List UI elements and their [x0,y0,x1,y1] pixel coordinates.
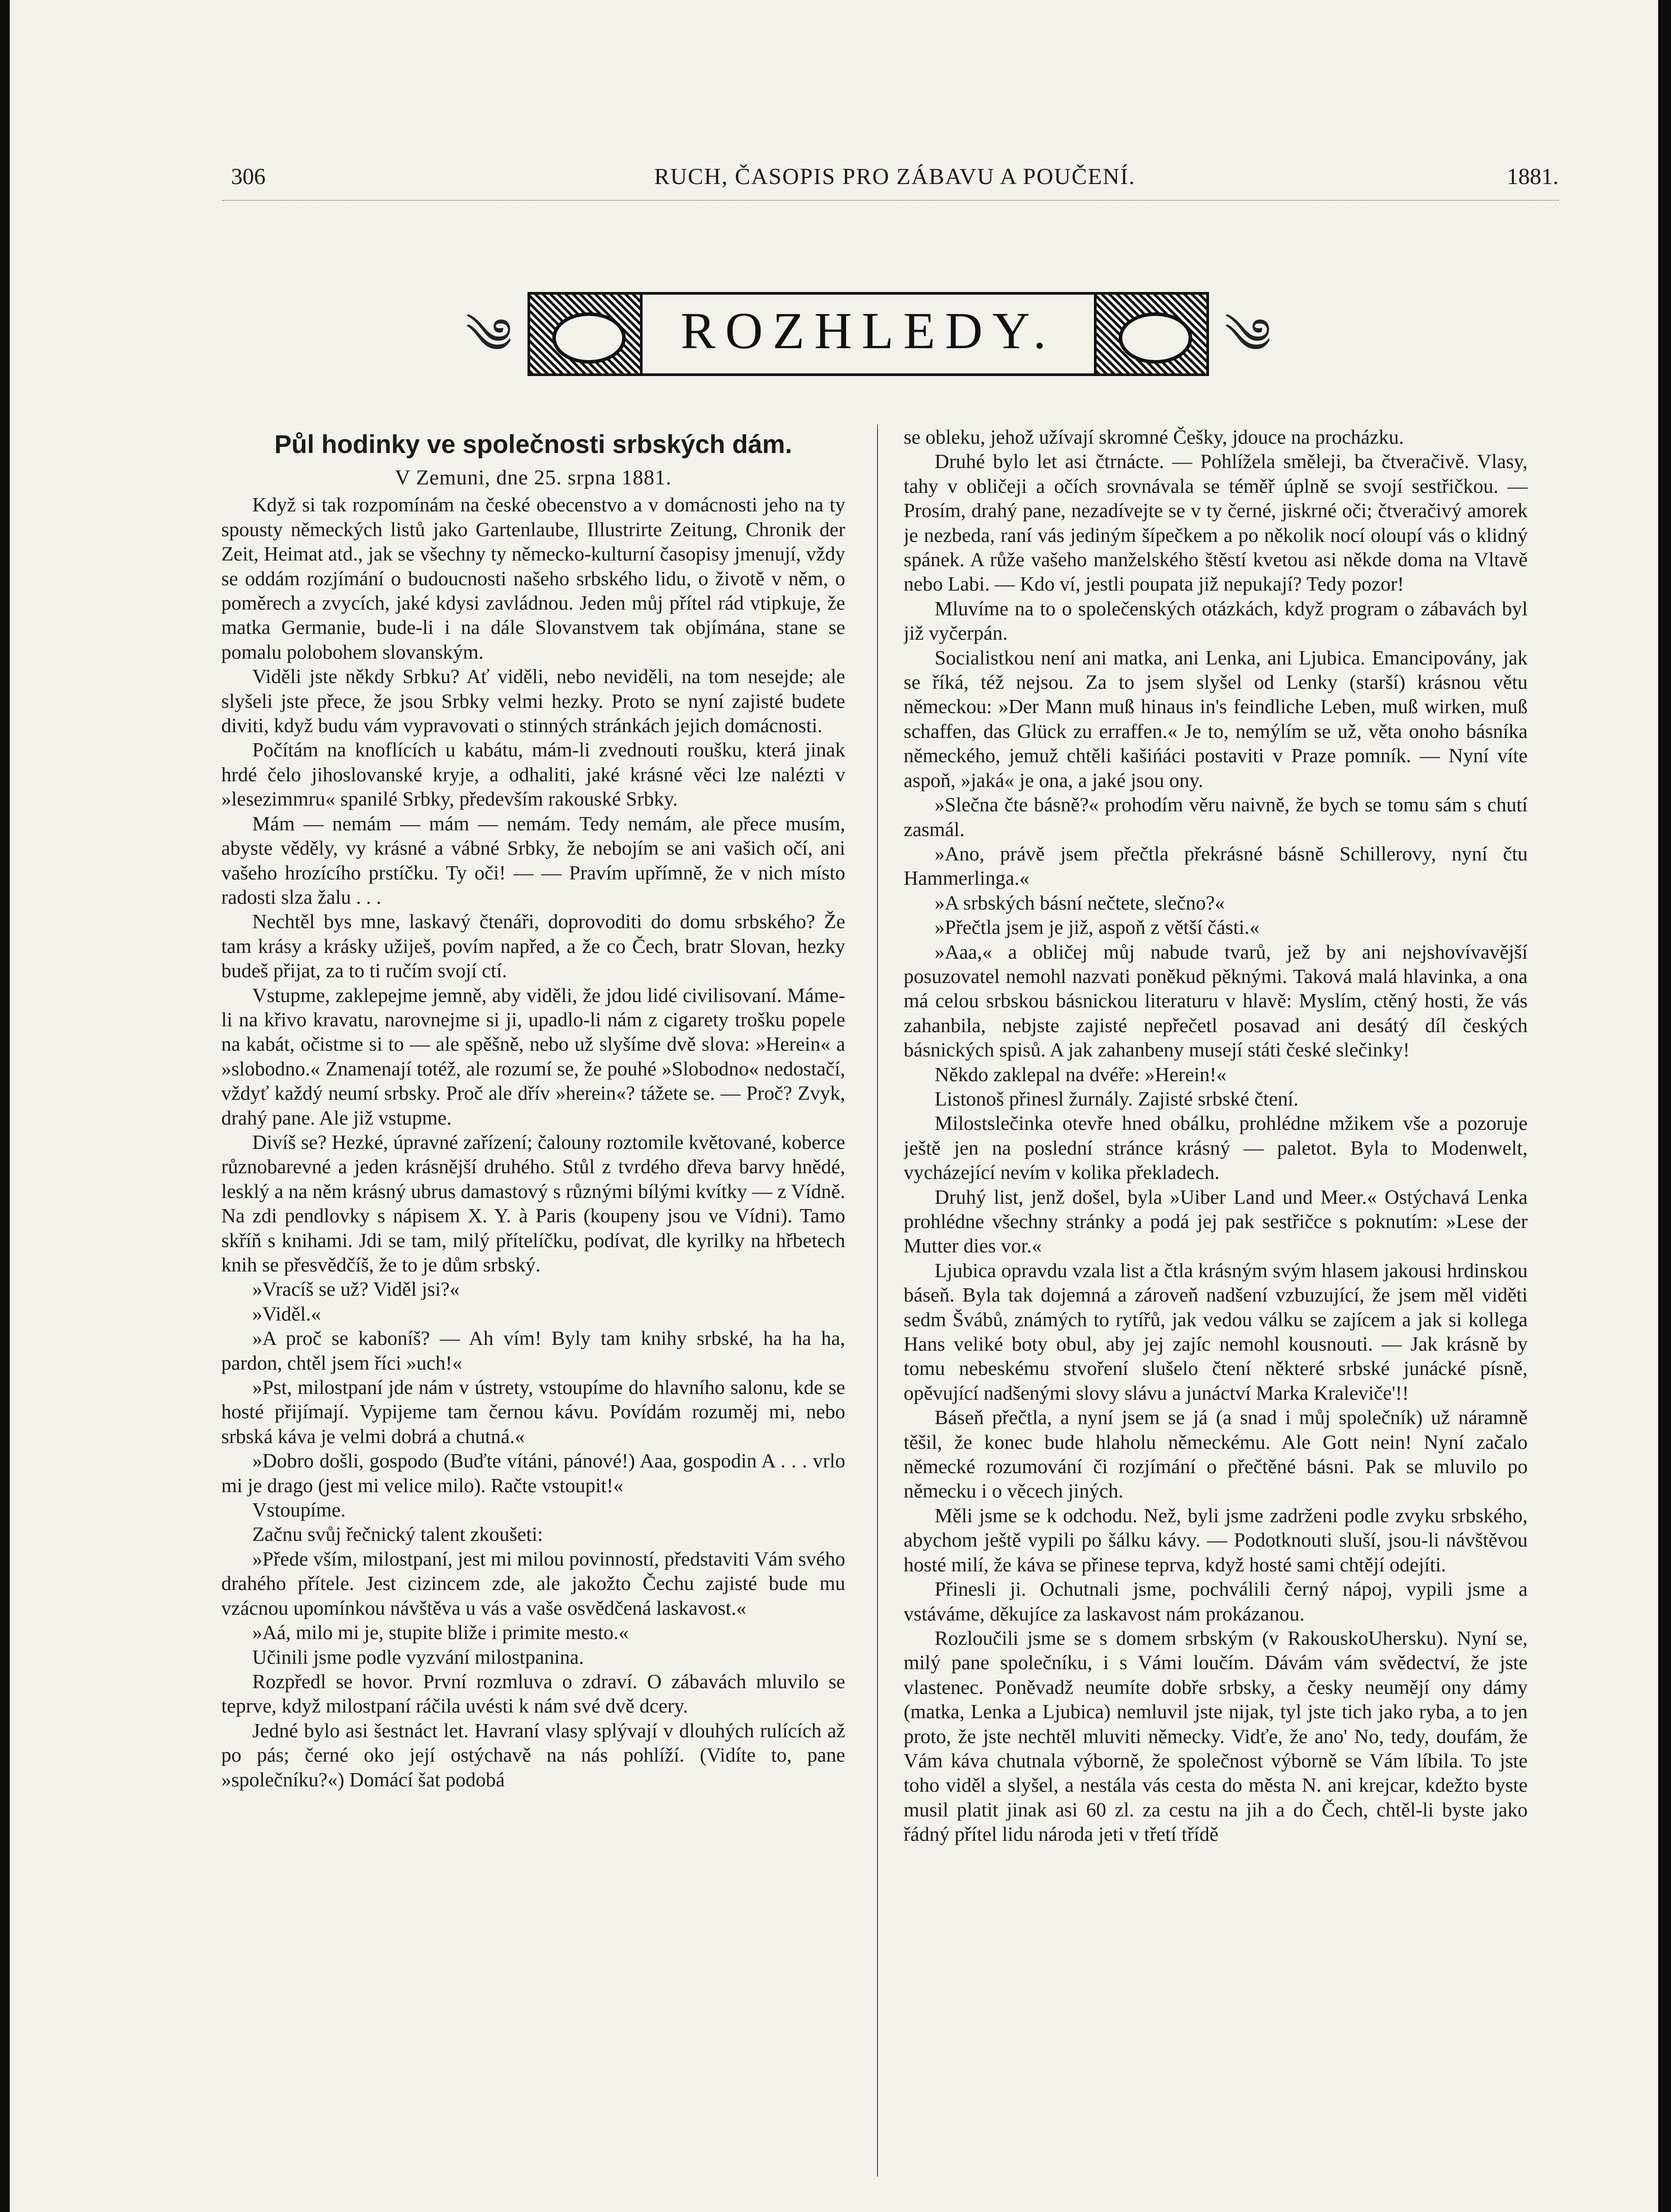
paragraph: Báseň přečtla, a nyní jsem se já (a snad i můj společník) už náramně těšil, že konec bude hlaholu německému. Ale Gott nein! Nyní začalo německé rozumování či rozjímání o přečtěné básni. Pak se mluvilo po německu i o věcech jiných. [904,1406,1528,1502]
paragraph: »Viděl.« [252,1302,321,1325]
paragraph: Druhý list, jenž došel, byla »Uiber Land und Meer.« Ostýchavá Lenka prohlédne všechny stránky a podá jej pak sestřičce s poknutím: »Lese der Mutter dies vor.« [904,1185,1528,1257]
article-title: Půl hodinky ve společnosti srbských dám. [274,430,793,459]
paragraph: Druhé bylo let asi čtrnácte. — Pohlížela směleji, ba čtveračivě. Vlasy, tahy v obličeji a očích srovnávala se téměř úplně se svojí sestřičkou. — Prosím, drahý pane, nezadívejte se v ty černé, jiskrné oči; čtveračivý amorek je nezbeda, raní vás jediným šípečkem a po několik nocí oloupí vás o klidný spánek. A růže vašeho manželského štěstí kvetou asi někde doma na Vltavě nebo Labi. — Kdo ví, jestli poupata již nepukají? Tedy pozor! [904,450,1528,595]
paragraph: »A srbských básní nečtete, slečno?« [935,891,1225,914]
paragraph: se obleku, jehož užívají skromné Češky, jdouce na procházku. [904,426,1404,448]
right-swirl-ornament-icon: ༄ [1224,308,1271,365]
paragraph: »A proč se kaboníš? — Ah vím! Byly tam knihy srbské, ha ha ha, pardon, chtěl jsem říci »uch!« [221,1327,845,1374]
paragraph: Měli jsme se k odchodu. Než, byli jsme zadrženi podle zvyku srbského, abychom ještě vypili po šálku kávy. — Podotknouti sluší, jsou-li návštěvou hosté milí, že káva se přinese teprva, když hosté sami chtějí odejíti. [904,1504,1528,1576]
dateline: V Zemuni, dne 25. srpna 1881. [395,466,672,489]
paragraph: Rozloučili jsme se s domem srbským (v RakouskoUhersku). Nyní se, milý pane společníku, i s Vámi loučím. Dávám vám svědectví, že jste vlastenec. Poněvadž neumíte dobře srbsky, a česky neumějí ony dámy (matka, Lenka a Ljubica) nemluvil jste nijak, tyl jste tich jako ryba, a to jen proto, že jste nechtěl mluviti německy. Vidťe, že ano' No, tedy, doufám, že Vám káva chutnala výborně, že společnost výborně se Vám líbila. To jste toho viděl a slyšel, a nestála vás cesta do města N. ani krejcar, kdežto byste musil platit jinak asi 60 zl. za cestu na jih a do Čech, chtěl-li byste jako řádný přítel lidu národa jeti v třetí třídě [904,1626,1528,1846]
left-column-body [221,492,845,1792]
paragraph: Jedné bylo asi šestnáct let. Havraní vlasy splývají v dlouhých rulících až po pás; černé oko její ostýchavě na nás pohlíží. (Vidíte to, pane »společníku?«) Domácí šat podobá [221,1719,845,1791]
paragraph: Počítám na knoflících u kabátu, mám-li zvednouti roušku, která jinak hrdé čelo jihoslovanské kryje, a odhaliti, jaké krásné věci lze nalézti v »lesezimmru« spanilé Srbky, především rakouské Srbky. [221,738,845,810]
year-label: 1881. [1507,164,1559,189]
paragraph: Vstoupíme. [252,1498,346,1521]
paragraph: Přinesli ji. Ochutnali jsme, pochválili černý nápoj, vypili jsme a vstáváme, děkujíce za laskavost nám prokázanou. [904,1578,1528,1625]
paragraph: Učinili jsme podle vyzvání milostpanina. [252,1645,584,1668]
journal-title: RUCH, ČASOPIS PRO ZÁBAVU A POUČENÍ. [654,164,1136,189]
page-number: 306 [231,164,266,189]
left-swirl-ornament-icon: ༄ [466,308,512,365]
paragraph: Vstupme, zaklepejme jemně, aby viděli, že jdou lidé civilisovaní. Máme-li na křivo kravatu, narovnejme si ji, upadlo-li nám z cigarety trošku popele na kabát, očistme si to — ale spěšně, nebo už slyšíme dvě slova: »Herein« a »slobodno.« Znamenají totéž, ale rozumí se, že pouhé »Slobodno« nedostačí, vždyť každý neumí srbsky. Proč ale dřív »herein«? tážete se. — Proč? Zvyk, drahý pane. Ale již vstupme. [221,983,845,1129]
paragraph: »Přečtla jsem je již, aspoň z větší části.« [935,916,1260,939]
paragraph: »Aá, milo mi je, stupite bliže i primite mesto.« [252,1621,629,1644]
paragraph: »Pst, milostpaní jde nám v ústrety, vstoupíme do hlavního salonu, kde se hosté přijímají. Vypijeme tam černou kávu. Povídám rozuměj mi, nebo srbská káva je velmi dobrá a chutná.« [221,1376,845,1448]
paragraph: »Vracíš se už? Viděl jsi?« [252,1278,460,1301]
paragraph: Mluvíme na to o společenských otázkách, když program o zábavách byl již vyčerpán. [904,597,1528,645]
right-column [904,425,1528,2212]
paragraph: Divíš se? Hezké, úpravné zařízení; čalouny roztomile květované, koberce různobarevné a jeden krásnější druhého. Stůl z tvrdého dřeva barvy hnědé, lesklý a na něm krásný ubrus damastový s různými bílými kvítky — z Vídně. Na zdi pendlovky s nápisem X. Y. à Paris (koupeny jsou ve Vídni). Tamo skříň s knihami. Jdi se tam, milý přítelíčku, podívat, dle kyrilky na hřbetech knih se přesvědčíš, že to je dům srbský. [221,1130,845,1276]
paragraph: Začnu svůj řečnický talent zkoušeti: [252,1523,543,1546]
paragraph: »Ano, právě jsem přečtla překrásné básně Schillerovy, nyní čtu Hammerlinga.« [904,842,1528,890]
paragraph: »Slečna čte básně?« prohodím věru naivně, že bych se tomu sám s chutí zasmál. [904,793,1528,841]
right-column-body [904,425,1528,1847]
paragraph: Socialistkou není ani matka, ani Lenka, ani Ljubica. Emancipovány, jak se říká, též nejsou. Za to jsem slyšel od Lenky (starší) krásnou větu německou: »Der Mann muß hinaus in's feindliche Leben, muß wirken, muß schaffen, das Glück zu erraffen.« Je to, nemýlím se už, věta onoho básníka německého, jemuž chtěli kašińáci postaviti v Praze pomník. — Nyní víte aspoň, »jaká« je ona, a jaké jsou ony. [904,646,1528,791]
paragraph: Ljubica opravdu vzala list a čtla krásným svým hlasem jakousi hrdinskou báseň. Byla tak dojemná a zároveň nadšení vzbuzující, že jsem měl viděti sedm Švábů, známých to rytířů, jak vedou válku se zajícem a jak si kollega Hans veliké boty obul, aby jej zajíc nemohl kousnouti. — Jak krásně by tomu nebeskému stvoření slušelo čtení některé srbské junácké písně, opěvující nadšenými slovy slávu a junáctví Marka Kraleviče'!! [904,1259,1528,1404]
section-title: ROZHLEDY. [680,302,1056,360]
paragraph: »Přede vším, milostpaní, jest mi milou povinností, představiti Vám svého drahého přítele. Jest cizincem zde, ale jakožto Čechu zajisté bude mu vzácnou upomínkou návštěva u vás a vaše osvědčená laskavost.« [221,1547,845,1619]
left-column [221,425,845,2212]
paragraph: Rozpředl se hovor. První rozmluva o zdraví. O zábavách mluvilo se teprve, když milostpaní ráčila uvésti k nám své dvě dcery. [221,1670,845,1717]
running-head [231,164,1559,199]
column-divider [877,425,878,2177]
magazine-page [10,0,1658,2212]
paragraph: Listonoš přinesl žurnály. Zajisté srbské čtení. [935,1087,1299,1110]
paragraph: »Dobro došli, gospodo (Buďte vítáni, pánové!) Aaa, gospodin A . . . vrlo mi je drago (jest mi velice milo). Račte vstoupit!« [221,1449,845,1497]
paragraph: Mám — nemám — mám — nemám. Tedy nemám, ale přece musím, abyste věděly, vy krásné a vábné Srbky, že nebojím se ani vašich očí, ani vašeho hrozícího prstíčku. Ty oči! — — Pravím upřímně, že v nich místo radosti slza žalu . . . [221,812,845,908]
section-banner [457,283,1280,385]
paragraph: Viděli jste někdy Srbku? Ať viděli, nebo neviděli, na tom nesejde; ale slyšeli jste přece, že jsou Srbky velmi hezky. Proto se nyní zajisté budete diviti, když budu vám vypravovati o stinných stránkách jejich domácnosti. [221,665,845,737]
paragraph: »Aaa,« a obličej můj nabude tvarů, jež by ani nejshovívavější posuzovatel nemohl nazvati poněkud pěknými. Taková malá hlavinka, a ona má celou srbskou básnickou literaturu v hlavě: Myslím, ctěný hosti, že vás zahanbila, nebjste zajisté nepřečetl posavad ani desátý díl českých básnických spisů. A jak zahanbeny musejí státi české slečinky! [904,940,1528,1061]
paragraph: Nechtěl bys mne, laskavý čtenáři, doprovoditi do domu srbského? Že tam krásy a krásky užiješ, povím napřed, a že co Čech, bratr Slovan, hezky budeš přijat, za to ti ručím svojí ctí. [221,910,845,982]
cherub-vignette-right-icon [1094,292,1209,376]
paragraph: Někdo zaklepal na dvéře: »Herein!« [935,1063,1227,1086]
header-rule [222,200,1559,201]
paragraph: Když si tak rozpomínám na české obecenstvo a v domácnosti jeho na ty spousty německých listů jako Gartenlaube, Illustrirte Zeitung, Chronik der Zeit, Heimat atd., jak se všechny ty německo-kulturní časopisy jmenují, vždy se oddám rozjímání o budoucnosti našeho srbského lidu, o životě v něm, o poměrech a zvycích, jaké kdysi zavládnou. Jeden můj přítel rád vtipkuje, že matka Germanie, bude-li i na dále Slovanstvem tak objímána, stane se pomalu polobohem slovanským. [221,493,845,663]
paragraph: Milostslečinka otevře hned obálku, prohlédne mžikem vše a pozoruje ještě jen na poslední stránce krásný — paletot. Byla to Modenwelt, vycházející nevím v kolika překladech. [904,1112,1528,1184]
